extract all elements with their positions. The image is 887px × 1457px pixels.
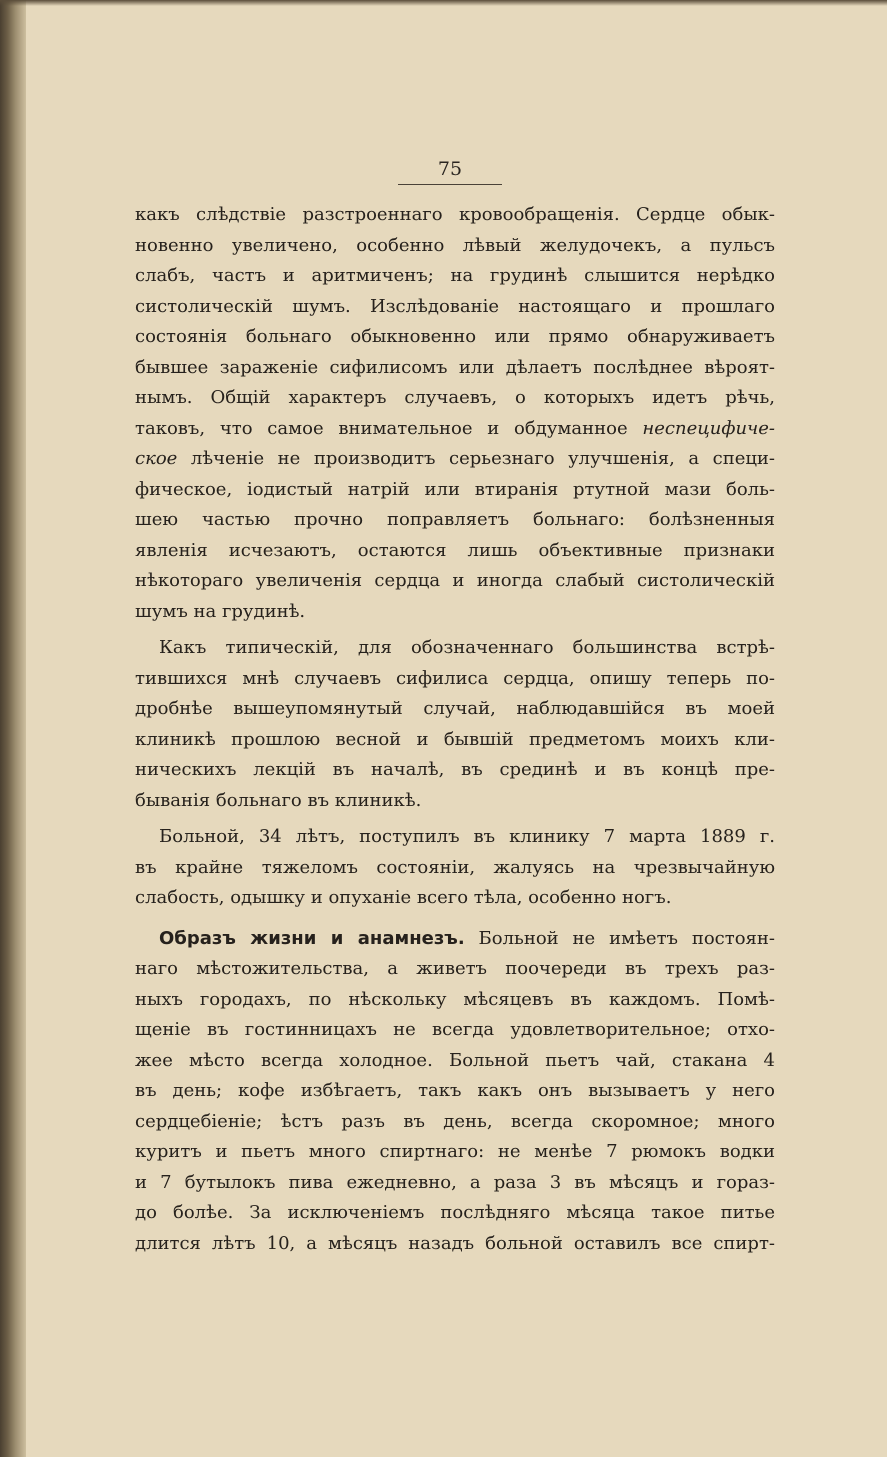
page-number-rule xyxy=(398,184,502,185)
text-line: щеніе въ гостинницахъ не всегда удовлетворительное; отхо- xyxy=(135,1019,775,1040)
text-segment: Больной не имѣетъ постоян- xyxy=(464,927,775,949)
text-line: тившихся мнѣ случаевъ сифилиса сердца, опишу теперь по- xyxy=(135,667,775,689)
text-line: и 7 бутылокъ пива ежедневно, а раза 3 въ мѣсяцъ и гораз- xyxy=(135,1171,775,1193)
text-line: фическое, іодистый натрій или втиранія ртутной мази боль- xyxy=(135,478,775,500)
text-line: шею частью прочно поправляетъ больнаго: болѣзненныя xyxy=(135,509,775,530)
text-segment: лѣченіе не производитъ серьезнаго улучшенія, а специ- xyxy=(177,448,775,469)
text-line: слабъ, частъ и аритмиченъ; на грудинѣ слышится нерѣдко xyxy=(135,265,775,286)
text-line: шумъ на грудинѣ. xyxy=(135,600,306,622)
text-line: длится лѣтъ 10, а мѣсяцъ назадъ больной оставилъ все спирт- xyxy=(135,1232,775,1254)
text-line: клиникѣ прошлою весной и бывшій предметомъ моихъ кли- xyxy=(135,728,775,750)
text-line: систолическій шумъ. Изслѣдованіе настоящаго и прошлаго xyxy=(135,295,775,317)
text-line: Больной, 34 лѣтъ, поступилъ въ клинику 7 марта 1889 г. xyxy=(159,826,775,847)
text-line: быванія больнаго въ клиникѣ. xyxy=(135,789,422,811)
section-heading: Образъ жизни и анамнезъ. xyxy=(159,927,465,949)
page-top-shadow xyxy=(0,0,887,6)
text-line: Какъ типическій, для обозначеннаго большинства встрѣ- xyxy=(159,637,775,658)
italic-term: ское xyxy=(135,448,178,469)
text-line: въ крайне тяжеломъ состояніи, жалуясь на чрезвычайную xyxy=(135,856,775,878)
page-body xyxy=(135,200,775,1259)
text-line: бывшее зараженіе сифилисомъ или дѣлаетъ послѣднее вѣроят- xyxy=(135,356,775,378)
text-line: до болѣе. За исключеніемъ послѣдняго мѣсяца такое питье xyxy=(135,1202,775,1223)
book-binding-edge xyxy=(0,0,26,1457)
text-line: какъ слѣдствіе разстроеннаго кровообращенія. Сердце обык- xyxy=(135,204,775,225)
text-line: въ день; кофе избѣгаетъ, такъ какъ онъ вызываетъ у него xyxy=(135,1080,775,1101)
page-number: 75 xyxy=(437,158,463,180)
text-line xyxy=(135,444,775,475)
text-line: ническихъ лекцій въ началѣ, въ срединѣ и въ концѣ пре- xyxy=(135,759,775,780)
italic-term: неспецифиче- xyxy=(642,417,775,439)
text-line: слабость, одышку и опуханіе всего тѣла, особенно ногъ. xyxy=(135,887,672,908)
text-line: сердцебіеніе; ѣстъ разъ въ день, всегда скоромное; много xyxy=(135,1110,775,1132)
text-line xyxy=(135,924,775,955)
text-line: явленія исчезаютъ, остаются лишь объективные признаки xyxy=(135,539,775,561)
text-line: новенно увеличено, особенно лѣвый желудочекъ, а пульсъ xyxy=(135,234,775,256)
text-line: состоянія больнаго обыкновенно или прямо обнаруживаетъ xyxy=(135,326,775,347)
text-line: нѣкотораго увеличенія сердца и иногда слабый систолическій xyxy=(135,570,775,591)
text-segment: таковъ, что самое внимательное и обдуманное xyxy=(135,417,643,439)
text-line: ныхъ городахъ, по нѣскольку мѣсяцевъ въ каждомъ. Помѣ- xyxy=(135,988,775,1010)
text-line: жее мѣсто всегда холодное. Больной пьетъ чай, стакана 4 xyxy=(135,1049,775,1071)
text-line: дробнѣе вышеупомянутый случай, наблюдавшійся въ моей xyxy=(135,698,775,719)
text-line xyxy=(135,414,775,445)
text-line: нымъ. Общій характеръ случаевъ, о которыхъ идетъ рѣчь, xyxy=(135,387,775,408)
text-line: куритъ и пьетъ много спиртнаго: не менѣе 7 рюмокъ водки xyxy=(135,1141,775,1162)
text-line: наго мѣстожительства, а живетъ поочереди въ трехъ раз- xyxy=(135,958,775,979)
